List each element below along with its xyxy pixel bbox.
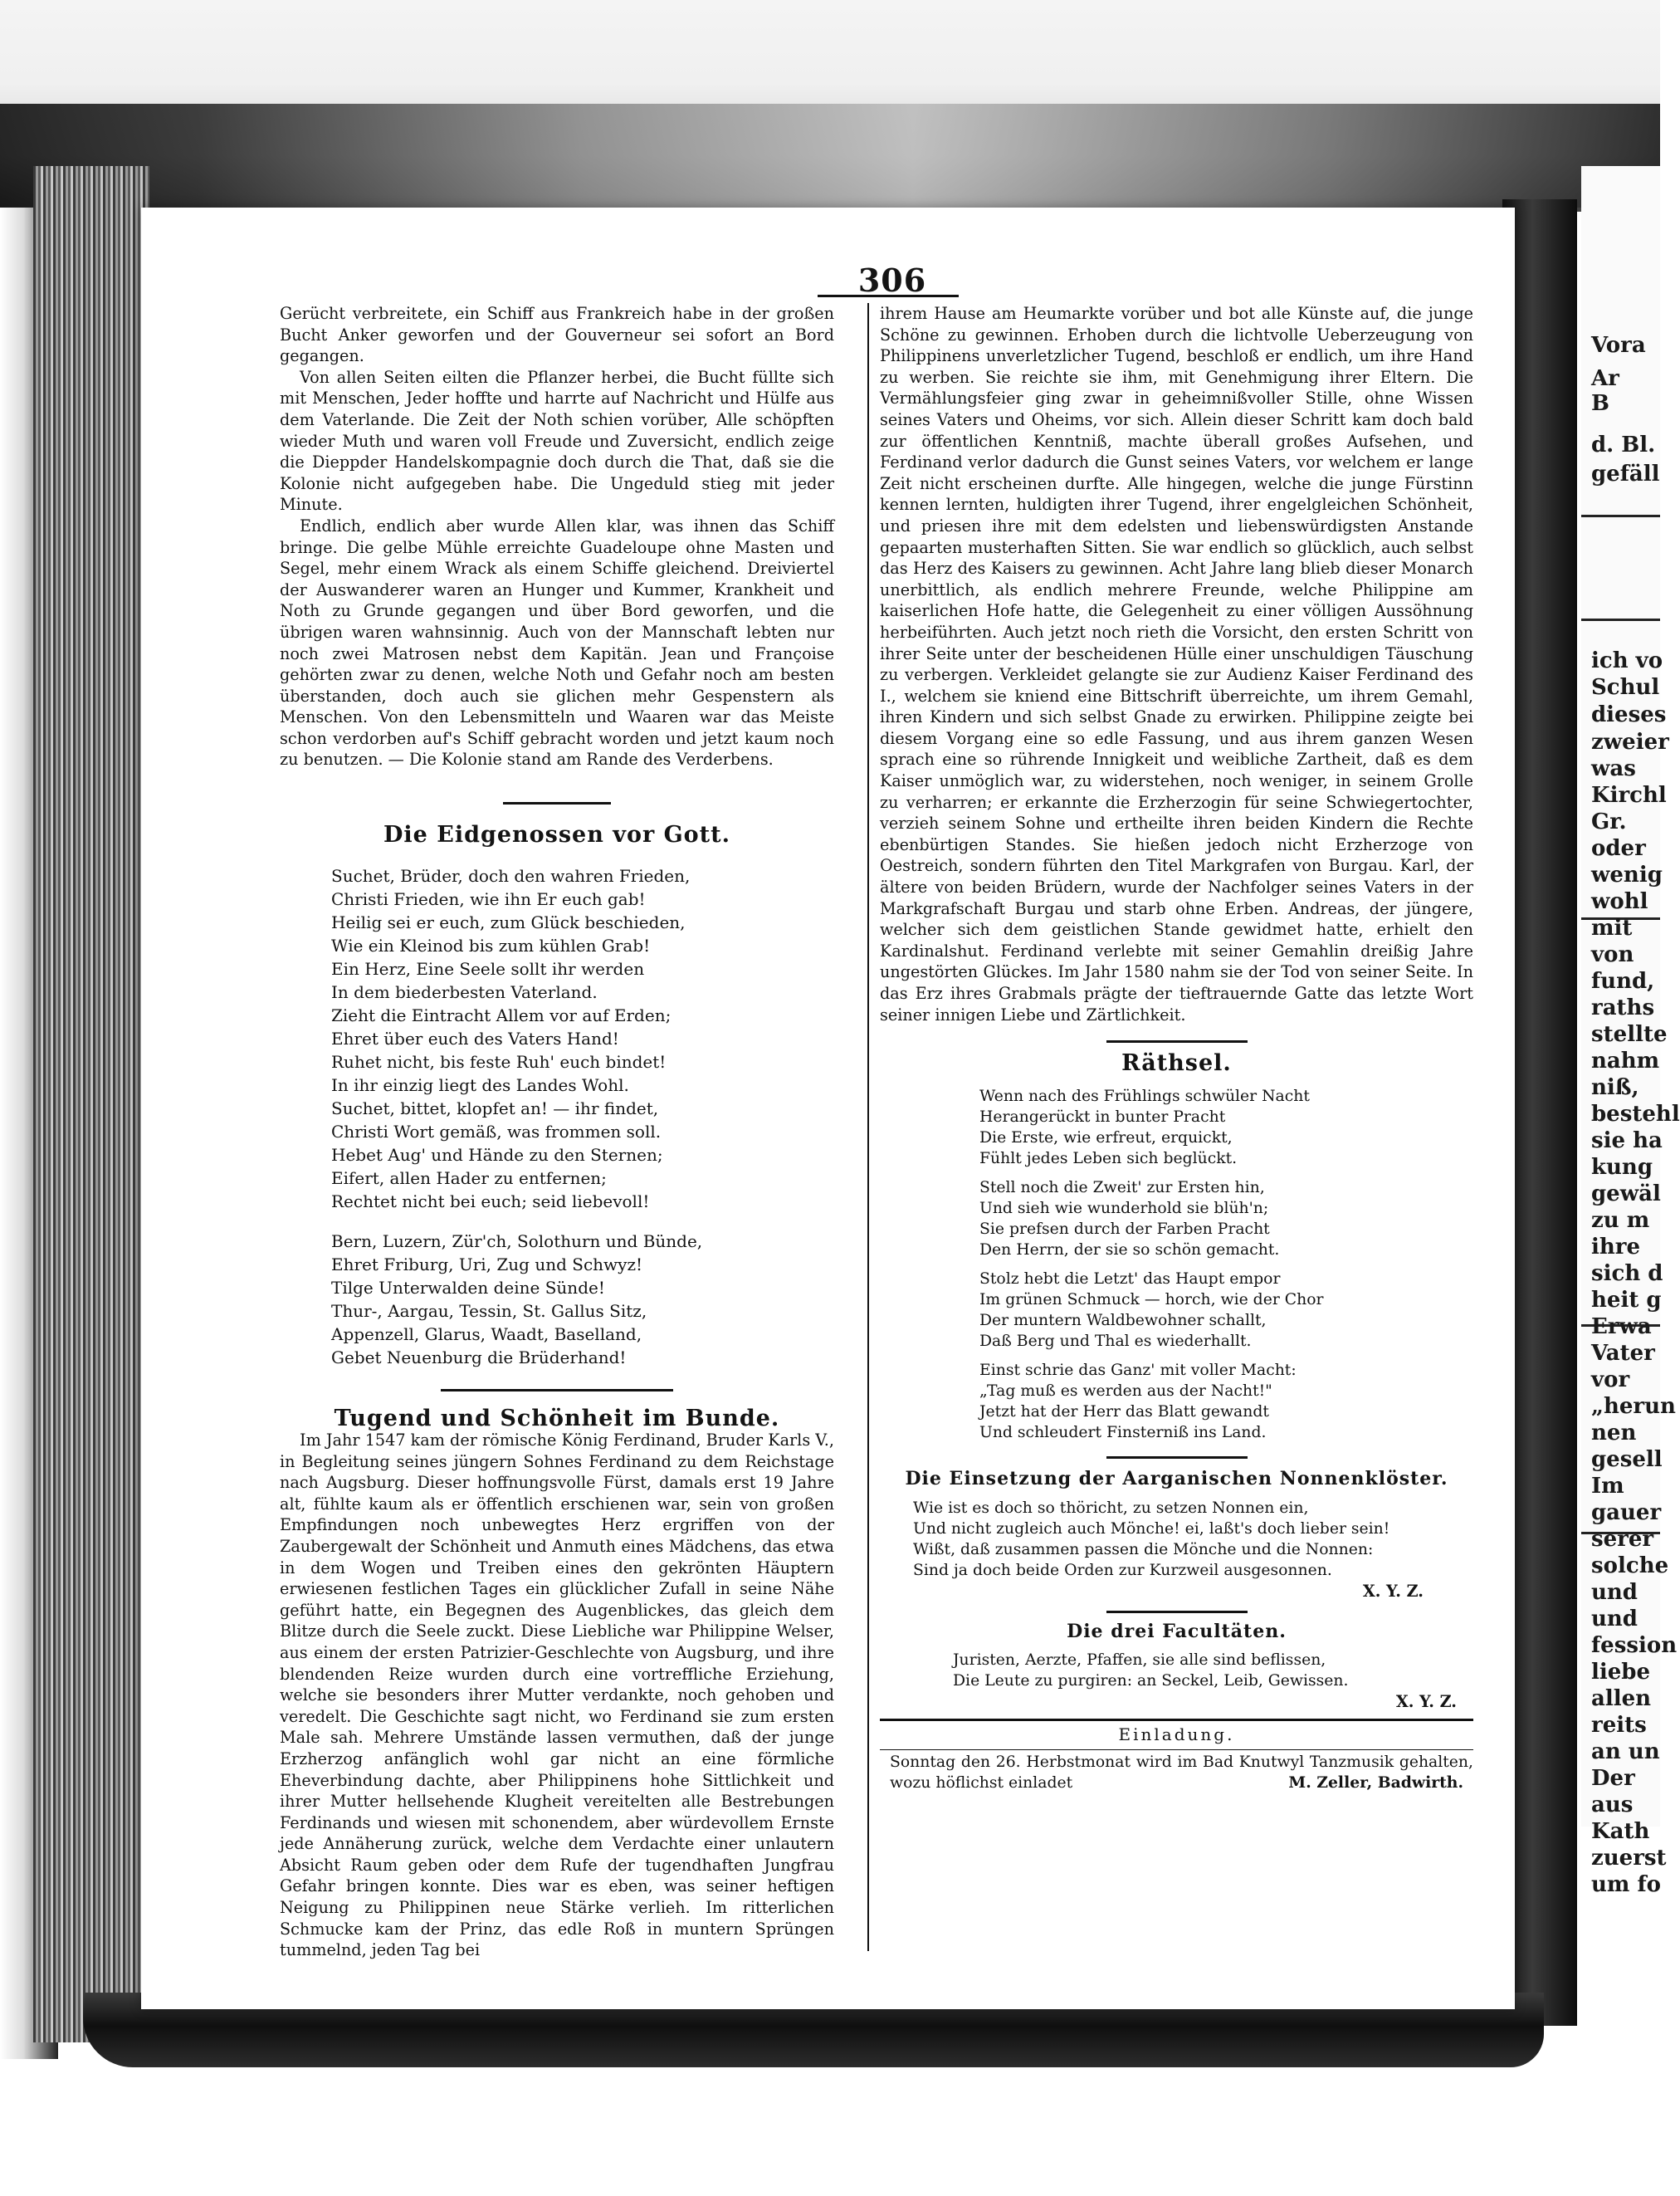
adjacent-page-text: allen xyxy=(1591,1686,1652,1711)
adjacent-page-text: aus xyxy=(1591,1793,1634,1817)
epigram-title: Die drei Facultäten. xyxy=(1067,1620,1287,1642)
poem-line: Ruhet nicht, bis feste Ruh' euch bindet! xyxy=(331,1051,667,1072)
adjacent-page-text: ich vo xyxy=(1591,648,1663,673)
right-column xyxy=(880,303,1473,1793)
poem-line: Rechtet nicht bei euch; seid liebevoll! xyxy=(331,1191,650,1211)
adjacent-page-text: um fo xyxy=(1591,1872,1661,1897)
poem-line: Bern, Luzern, Zür'ch, Solothurn und Bünde, xyxy=(331,1230,703,1251)
poem-stanza xyxy=(331,864,834,1213)
adjacent-page-text: zuerst xyxy=(1591,1846,1667,1871)
riddle-line: Sie prefsen durch der Farben Pracht xyxy=(979,1220,1270,1238)
left-column xyxy=(280,303,834,1429)
paragraph: Im Jahr 1547 kam der römische König Ferdinand, Bruder Karls V., in Begleitung seines jüngern Sohnes Ferdinand zu dem Reichstage nach Augsburg. Dieser hoffnungsvolle Fürst, damals erst 19 Jahre alt, fühlte kaum als er öffentlich erschienen war, sein von großen Empfindungen noch unbewegtes Herz ergriffen von der Zaubergewalt der Schönheit und Anmuth eines Mädchens, das etwa in dem Wogen und Treiben eines den gekrönten Häuptern erwiesenen festlichen Tages ein glücklicher Zufall in seine Nähe geführt hatte, ein Begegnen des Augenblickes, das gleich dem Blitze durch die Seele zuckt. Diese Liebliche war Philippine Welser, aus einem der ersten Patrizier-Geschlechte von Augsburg, und ihre blendenden Reize wurden durch eine vortreffliche Erziehung, welche sie besonders ihrer Mutter verdankte, noch gehoben und veredelt. Die Geschichte sagt nicht, wo Ferdinand sie zum ersten Male sah. Mehrere Umstände lassen vermuthen, daß der junge Erzherzog anfänglich wohl gar nicht an eine förmliche Eheverbindung dachte, aber Philippinens hohe Sittlichkeit und ihrer Mutter hellsehende Klugheit vereitelten alle Bestrebungen Ferdinands und wiesen mit schonendem, aber würdevollem Ernste jede Annäherung zurück, welche dem Verdachte einer unlautern Absicht Raum geben oder dem Rufe der tugendhaften Jungfrau Gefahr bringen konnte. Dies war es eben, was seiner heftigen Neigung zu Philippinen neue Stärke verlieh. Im ritterlichen Schmucke kam der Prinz, das edle Roß in muntern Sprüngen tummelnd, jeden Tag bei xyxy=(280,1431,834,1960)
adjacent-page-text: wohl xyxy=(1591,889,1648,914)
riddle-line: Und sieh wie wunderhold sie blüh'n; xyxy=(979,1199,1269,1217)
poem-line: Gebet Neuenburg die Brüderhand! xyxy=(331,1347,627,1367)
adjacent-page-text: Im xyxy=(1591,1474,1624,1499)
riddle-title: Räthsel. xyxy=(1121,1050,1232,1077)
adjacent-page-text: ihre xyxy=(1591,1235,1641,1259)
riddle-line: Jetzt hat der Herr das Blatt gewandt xyxy=(979,1402,1269,1421)
adjacent-page-text: von xyxy=(1591,942,1634,967)
adjacent-page-text: gefäll xyxy=(1591,462,1660,487)
adjacent-page-text: mit xyxy=(1591,916,1633,941)
adjacent-page-rule xyxy=(1581,515,1660,517)
adjacent-page-text: niß, xyxy=(1591,1075,1639,1100)
adjacent-page-text: und xyxy=(1591,1607,1638,1631)
epigram-line: Sind ja doch beide Orden zur Kurzweil ausgesonnen. xyxy=(913,1562,1332,1580)
riddle-line: Der muntern Waldbewohner schallt, xyxy=(979,1311,1267,1329)
epigram-verse xyxy=(913,1498,1473,1581)
book-top-shadow xyxy=(0,104,1660,212)
epigram-line: Und nicht zugleich auch Mönche! ei, laßt's doch lieber sein! xyxy=(913,1520,1390,1538)
section-rule xyxy=(441,1389,673,1391)
riddle-line: „Tag muß es werden aus der Nacht!" xyxy=(979,1382,1272,1400)
epigram-signature: X. Y. Z. xyxy=(1395,1691,1457,1711)
adjacent-page-text: wenig xyxy=(1591,863,1663,888)
adjacent-page-text: nahm xyxy=(1591,1049,1660,1074)
epigram-signature: X. Y. Z. xyxy=(1362,1582,1424,1602)
epigram-title: Die Einsetzung der Aarganischen Nonnenklöster. xyxy=(905,1467,1448,1489)
riddle-stanza xyxy=(979,1269,1473,1352)
adjacent-page-text: was xyxy=(1591,756,1636,781)
poem-line: Tilge Unterwalden deine Sünde! xyxy=(331,1277,605,1298)
adjacent-page-text: gewäl xyxy=(1591,1181,1661,1206)
epigram-line: Juristen, Aerzte, Pfaffen, sie alle sind beflissen, xyxy=(953,1651,1326,1669)
column-divider xyxy=(867,303,869,1951)
poem-line: Thur-, Aargau, Tessin, St. Gallus Sitz, xyxy=(331,1300,647,1321)
book-page-edges xyxy=(33,166,149,2042)
adjacent-page-text: gauer xyxy=(1591,1500,1662,1525)
poem-line: Ehret über euch des Vaters Hand! xyxy=(331,1028,619,1049)
adjacent-page-text: kung xyxy=(1591,1155,1653,1180)
adjacent-page-text: dieses xyxy=(1591,702,1667,727)
adjacent-page-text: reits xyxy=(1591,1713,1647,1738)
page-number-rule xyxy=(818,295,959,297)
adjacent-page-text: Vater xyxy=(1591,1341,1655,1366)
adjacent-page-text: Schul xyxy=(1591,675,1660,700)
adjacent-page-text: stellte xyxy=(1591,1022,1668,1047)
adjacent-page-text: heit g xyxy=(1591,1288,1662,1313)
riddle-line: Und schleudert Finsterniß ins Land. xyxy=(979,1423,1267,1441)
poem-line: Christi Wort gemäß, was frommen soll. xyxy=(331,1121,662,1142)
poem-line: Eifert, allen Hader zu entfernen; xyxy=(331,1167,607,1188)
poem-line: In dem biederbesten Vaterland. xyxy=(331,981,598,1002)
poem-title: Die Eidgenossen vor Gott. xyxy=(383,822,730,849)
adjacent-page-text: solche xyxy=(1591,1553,1669,1578)
riddle-line: Stolz hebt die Letzt' das Haupt empor xyxy=(979,1269,1281,1288)
notice-rule xyxy=(880,1749,1473,1750)
adjacent-page-text: raths xyxy=(1591,995,1655,1020)
poem-line: Zieht die Eintracht Allem vor auf Erden; xyxy=(331,1005,672,1025)
paragraph: Von allen Seiten eilten die Pflanzer herbei, die Bucht füllte sich mit Menschen, Jeder hoffte und harrte auf Nachricht und Hülfe aus dem Vaterlande. Die Zeit der Noth schien vorüber, Alle schöpften wieder Muth und waren voll Freude und Zuversicht, endlich zeige die Dieppder Handelskompagnie doch durch die That, daß sie die Kolonie nicht aufgegeben habe. Die Ungeduld stieg mit jeder Minute. xyxy=(280,367,834,515)
poem-line: Wie ein Kleinod bis zum kühlen Grab! xyxy=(331,935,651,956)
adjacent-page-text: bestehl xyxy=(1591,1102,1680,1127)
riddle-line: Den Herrn, der sie so schön gemacht. xyxy=(979,1240,1280,1259)
riddle-stanza xyxy=(979,1177,1473,1260)
paragraph: ihrem Hause am Heumarkte vorüber und bot alle Künste auf, die junge Schöne zu gewinnen. Erhoben durch die lichtvolle Ueberzeugung von Philippinens unverletzlicher Tugend, beschloß er endlich, um ihre Hand zu werben. Sie reichte sie ihm, mit Genehmigung ihrer Eltern. Die Vermählungsfeier ging zwar in geheimnißvoller Stille, ohne Wissen seines Vaters und Oheims, vor sich. Allein dieser Schritt kam doch bald zur öffentlichen Kenntniß, machte überall großes Aufsehen, und Ferdinand verlor dadurch die Gunst seines Vaters, vor welchem er lange Zeit nicht erscheinen durfte. Alle hingegen, welche die junge Fürstinn kennen lernten, huldigten ihrer Tugend, ihrer engelgleichen Schönheit, und priesen ihre mit dem edelsten und liebenswürdigsten Anstande gepaarten musterhaften Sitten. Sie war endlich so glücklich, auch selbst das Herz des Kaisers zu gewinnen. Acht Jahre lang blieb dieser Monarch unerbittlich, als endlich mehrere Freunde, welche Philippine am kaiserlichen Hofe hatte, die Gelegenheit zu einer völligen Aussöhnung herbeiführten. Auch jetzt noch rieth die Vorsicht, den ersten Schritt von ihrer Seite unter der bescheidenen Hülle einer unschuldigen Täuschung zu verbergen. Verkleidet gelangte sie zur Audienz Kaiser Ferdinand des I., welchem sie kniend eine Bittschrift überreichte, um ihrem Gemahl, ihren Kindern und sich selbst Gnade zu erwirken. Philippine zeigte bei diesem Vorgang eine so edle Fassung, und aus ihrem ganzen Wesen sprach eine so rührende Innigkeit und weibliche Zartheit, daß es dem Kaiser unmöglich war, zu widerstehen, noch weniger, in seinem Grolle zu verharren; er erkannte die Erzherzogin für seine Schwiegertochter, verzieh seinem Sohne und ertheilte ihren beiden Kindern die Rechte ebenbürtigen Standes. Sie hießen jedoch nicht Erzherzoge von Oestreich, sondern führten den Titel Markgrafen von Burgau. Karl, der ältere von beiden Brüdern, wurde der Nachfolger seines Vaters in der Markgrafschaft Burgau und starb ohne Erben. Andreas, der jüngere, welcher sich dem geistlichen Stande gewidmet hatte, erhielt den Kardinalshut. Ferdinand verlebte mit seiner Gemahlin dreißig Jahre ungestörten Glückes. Im Jahr 1580 nahm sie der Tod von seiner Seite. In das Erz ihres Grabmals prägte der tieftrauernde Gatte das letzte Wort seiner innigen Liebe und Zärtlichkeit. xyxy=(880,304,1473,1025)
epigram-line: Wißt, daß zusammen passen die Mönche und die Nonnen: xyxy=(913,1541,1374,1559)
riddle-line: Im grünen Schmuck — horch, wie der Chor xyxy=(979,1290,1324,1308)
adjacent-page-text: Kath xyxy=(1591,1819,1650,1844)
riddle-verse xyxy=(979,1086,1473,1443)
adjacent-page-text: und xyxy=(1591,1580,1638,1605)
poem-line: Appenzell, Glarus, Waadt, Baselland, xyxy=(331,1323,642,1344)
poem-line: Christi Frieden, wie ihn Er euch gab! xyxy=(331,888,646,909)
adjacent-page-text: Gr. xyxy=(1591,809,1627,834)
riddle-line: Fühlt jedes Leben sich beglückt. xyxy=(979,1149,1238,1167)
poem-stanza xyxy=(331,1230,834,1369)
adjacent-page-text: oder xyxy=(1591,836,1646,861)
adjacent-page-text: zweier xyxy=(1591,730,1669,755)
poem-line: Suchet, bittet, klopfet an! — ihr findet, xyxy=(331,1098,659,1118)
paragraph: Gerücht verbreitete, ein Schiff aus Frankreich habe in der großen Bucht Anker geworfen und der Gouverneur sei sofort an Bord gegangen. xyxy=(280,304,834,366)
notice-signature: M. Zeller, Badwirth. xyxy=(1288,1773,1463,1792)
adjacent-page-rule xyxy=(1581,619,1660,621)
adjacent-page-text: an un xyxy=(1591,1739,1660,1764)
poem-line: Ehret Friburg, Uri, Zug und Schwyz! xyxy=(331,1254,643,1274)
adjacent-page-text: serer xyxy=(1591,1527,1654,1552)
riddle-line: Stell noch die Zweit' zur Ersten hin, xyxy=(979,1178,1265,1196)
adjacent-page-text: sich d xyxy=(1591,1261,1663,1286)
epigram-line: Die Leute zu purgiren: an Seckel, Leib, Gewissen. xyxy=(953,1671,1349,1690)
page-number: 306 xyxy=(857,262,927,299)
adjacent-page-text: Vora xyxy=(1591,333,1646,358)
section-rule xyxy=(503,802,611,805)
riddle-stanza xyxy=(979,1360,1473,1443)
riddle-line: Wenn nach des Frühlings schwüler Nacht xyxy=(979,1087,1310,1105)
notice-title: Einladung. xyxy=(1118,1724,1235,1745)
story-title: Tugend und Schönheit im Bunde. xyxy=(334,1405,780,1431)
riddle-line: Daß Berg und Thal es wiederhallt. xyxy=(979,1332,1252,1350)
adjacent-page-text: „herun xyxy=(1591,1394,1676,1419)
adjacent-page-text: Kirchl xyxy=(1591,783,1667,808)
riddle-line: Herangerückt in bunter Pracht xyxy=(979,1108,1226,1126)
adjacent-page-fragment xyxy=(1581,166,1680,1897)
adjacent-page-text: Ar xyxy=(1591,366,1619,391)
poem-line: Ein Herz, Eine Seele sollt ihr werden xyxy=(331,958,645,979)
poem-line: Suchet, Brüder, doch den wahren Frieden, xyxy=(331,865,691,886)
poem-line: In ihr einzig liegt des Landes Wohl. xyxy=(331,1074,629,1095)
section-rule xyxy=(1106,1456,1248,1459)
adjacent-page-text: fund, xyxy=(1591,969,1655,994)
paragraph: Endlich, endlich aber wurde Allen klar, was ihnen das Schiff bringe. Die gelbe Mühle erreichte Guadeloupe ohne Masten und Segel, mehr einem Wrack als einem Schiffe gleichend. Dreiviertel der Auswanderer waren an Hunger und Kummer, Krankheit und Noth zu Grunde gegangen und über Bord geworfen, und die übrigen waren wahnsinnig. Auch von der Mannschaft lebten nur noch zwei Matrosen nebst dem Kapitän. Jean und Françoise gehörten zwar zu denen, welche Noth und Gefahr noch am besten überstanden, doch auch sie glichen mehr Gespenstern als Menschen. Von den Lebensmitteln und Waaren war das Meiste schon verdorben auf's Schiff gebracht worden und jetzt kaum noch zu benutzen. — Die Kolonie stand am Rande des Verderbens. xyxy=(280,516,834,770)
poem-line: Hebet Aug' und Hände zu den Sternen; xyxy=(331,1144,663,1165)
poem-line: Heilig sei er euch, zum Glück beschieden, xyxy=(331,912,686,932)
notice-text: Sonntag den 26. Herbstmonat wird im Bad Knutwyl Tanzmusik gehalten, wozu höflichst einladet xyxy=(890,1753,1473,1792)
adjacent-page-text: nen xyxy=(1591,1421,1637,1445)
section-rule xyxy=(1106,1611,1248,1613)
epigram-verse xyxy=(953,1650,1473,1691)
adjacent-page-text: sie ha xyxy=(1591,1128,1663,1153)
adjacent-page-text: liebe xyxy=(1591,1660,1651,1685)
epigram-line: Wie ist es doch so thöricht, zu setzen Nonnen ein, xyxy=(913,1499,1309,1518)
adjacent-page-text: fession xyxy=(1591,1633,1678,1658)
adjacent-page-text: gesell xyxy=(1591,1447,1663,1472)
riddle-line: Einst schrie das Ganz' mit voller Macht: xyxy=(979,1361,1297,1379)
adjacent-page-text: d. Bl. xyxy=(1591,433,1656,457)
section-rule xyxy=(1106,1040,1248,1043)
adjacent-page-text: vor xyxy=(1591,1367,1630,1392)
notice-rule xyxy=(880,1719,1473,1721)
left-column-story xyxy=(280,1430,834,1961)
riddle-stanza xyxy=(979,1086,1473,1169)
adjacent-page-text: Der xyxy=(1591,1766,1635,1791)
adjacent-page-text: Erwa xyxy=(1591,1314,1652,1339)
adjacent-page-text: zu m xyxy=(1591,1208,1650,1233)
riddle-line: Die Erste, wie erfreut, erquickt, xyxy=(979,1128,1233,1147)
adjacent-page-text: B xyxy=(1591,391,1609,416)
